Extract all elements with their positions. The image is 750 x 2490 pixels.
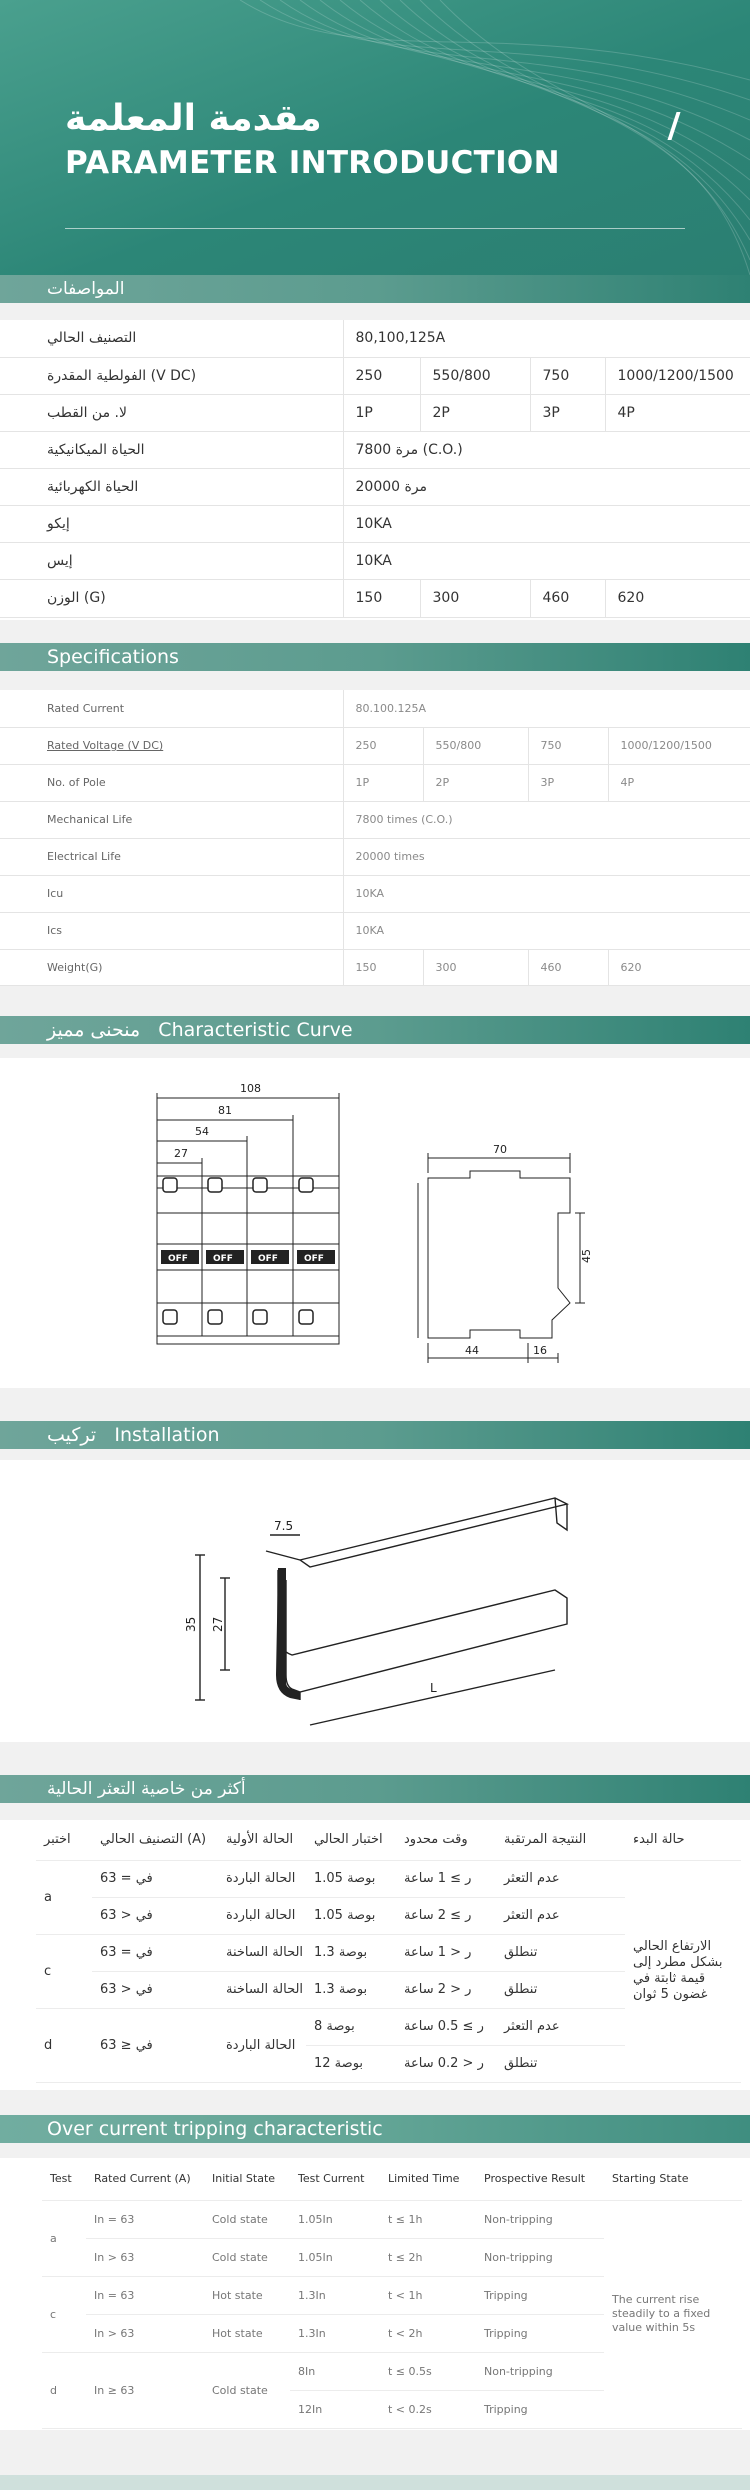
table-row [0, 320, 750, 357]
trip-table-en [0, 2158, 750, 2430]
table-row [0, 838, 750, 875]
cell: 1.05In [290, 2200, 380, 2238]
row-label: Rated Voltage (V DC) [0, 727, 343, 764]
table-row [42, 2200, 742, 2238]
row-label: Electrical Life [0, 838, 343, 875]
column-header: Prospective Result [476, 2158, 604, 2200]
column-header: Initial State [204, 2158, 290, 2200]
trip-ar-table [36, 1820, 741, 2083]
cell: ر < 1 ساعة [396, 1934, 496, 1971]
section-title: Over current tripping characteristic [47, 2118, 383, 2140]
section-header-trip-en [0, 2115, 750, 2143]
cell: 250 [343, 357, 420, 394]
table-row [0, 542, 750, 579]
cell: t < 2h [380, 2314, 476, 2352]
cell: في = 63 [92, 1860, 218, 1897]
column-header: حالة البدء [625, 1820, 741, 1860]
column-header: Test [42, 2158, 86, 2200]
curve-drawing-panel [0, 1058, 750, 1388]
table-row [0, 690, 750, 727]
cell: بوصة 8 [306, 2008, 396, 2045]
dim-label: 81 [218, 1104, 232, 1117]
cell: 460 [530, 579, 605, 617]
column-header: اختبار الحالي [306, 1820, 396, 1860]
row-label: Icu [0, 875, 343, 912]
spec-table-en [0, 690, 750, 985]
cell: الحالة الباردة [218, 1860, 306, 1897]
row-label: Rated Current [0, 690, 343, 727]
table-row [0, 727, 750, 764]
dim-label: 27 [211, 1616, 225, 1632]
cell: 750 [530, 357, 605, 394]
cell: 1.05In [290, 2238, 380, 2276]
cell: 20000 times [343, 838, 750, 875]
section-header-spec-en [0, 643, 750, 671]
section-header-install [0, 1421, 750, 1449]
off-label: OFF [304, 1254, 324, 1264]
table-row [36, 1860, 741, 1897]
cell: ر ≥ 2 ساعة [396, 1897, 496, 1934]
cell: 620 [605, 579, 750, 617]
row-label: إيس [0, 542, 343, 579]
cell: c [42, 2276, 86, 2352]
column-header: وقت محدود [396, 1820, 496, 1860]
cell: الحالة الساخنة [218, 1971, 306, 2008]
row-label: التصنيف الحالي [0, 320, 343, 357]
table-header-row [42, 2158, 742, 2200]
cell: بوصة 1.3 [306, 1971, 396, 2008]
cell: 1P [343, 394, 420, 431]
dim-label: 7.5 [274, 1519, 294, 1533]
hero-title-arabic: مقدمة المعلمة [65, 98, 322, 139]
cell: ر < 0.2 ساعة [396, 2045, 496, 2082]
cell: في < 63 [92, 1971, 218, 2008]
table-row [0, 949, 750, 985]
cell: a [42, 2200, 86, 2276]
dim-label: 70 [493, 1143, 507, 1156]
install-drawing-panel [0, 1460, 750, 1742]
dim-label: L [430, 1681, 437, 1695]
cell: الحالة الباردة [218, 2008, 306, 2082]
hero-divider [65, 228, 685, 229]
cell: 750 [528, 727, 608, 764]
cell: 1000/1200/1500 [608, 727, 750, 764]
dim-label: 27 [174, 1147, 188, 1160]
din-rail-drawing [0, 1460, 750, 1742]
off-label: OFF [213, 1254, 233, 1264]
cell: 1000/1200/1500 [605, 357, 750, 394]
cell: 3P [530, 394, 605, 431]
section-header-spec-ar [0, 275, 750, 303]
cell: In > 63 [86, 2238, 204, 2276]
row-label: Weight(G) [0, 949, 343, 985]
section-title-ar: منحنى مميز [47, 1019, 141, 1041]
cell: 300 [423, 949, 528, 985]
row-label: إيكو [0, 505, 343, 542]
cell: t < 1h [380, 2276, 476, 2314]
row-label: لا. من القطب [0, 394, 343, 431]
cell: 1.3In [290, 2314, 380, 2352]
column-header: Limited Time [380, 2158, 476, 2200]
table-header-row [36, 1820, 741, 1860]
row-label: Ics [0, 912, 343, 949]
cell: t < 0.2s [380, 2390, 476, 2428]
cell: 550/800 [423, 727, 528, 764]
table-row [0, 801, 750, 838]
cell: In > 63 [86, 2314, 204, 2352]
table-row [0, 394, 750, 431]
cell: 2P [420, 394, 530, 431]
row-label: Mechanical Life [0, 801, 343, 838]
table-row [0, 764, 750, 801]
cell: 1.3In [290, 2276, 380, 2314]
cell: 1P [343, 764, 423, 801]
cell: عدم التعثر [496, 2008, 625, 2045]
cell: 8In [290, 2352, 380, 2390]
table-row [0, 579, 750, 617]
cell: t ≤ 1h [380, 2200, 476, 2238]
cell: 620 [608, 949, 750, 985]
cell: Tripping [476, 2276, 604, 2314]
section-header-curve [0, 1016, 750, 1044]
column-header: الحالة الأولية [218, 1820, 306, 1860]
cell: عدم التعثر [496, 1860, 625, 1897]
cell: 80.100.125A [343, 690, 750, 727]
cell: 7800 مرة (C.O.) [343, 431, 750, 468]
cell: الحالة الباردة [218, 1897, 306, 1934]
cell: الحالة الساخنة [218, 1934, 306, 1971]
column-header: Test Current [290, 2158, 380, 2200]
cell: 10KA [343, 875, 750, 912]
cell: بوصة 12 [306, 2045, 396, 2082]
cell: 20000 مرة [343, 468, 750, 505]
cell: t ≤ 0.5s [380, 2352, 476, 2390]
breaker-dimension-drawing [0, 1058, 750, 1388]
table-row [0, 875, 750, 912]
off-label: OFF [258, 1254, 278, 1264]
cell: 3P [528, 764, 608, 801]
cell: 300 [420, 579, 530, 617]
off-label: OFF [168, 1254, 188, 1264]
cell: 550/800 [420, 357, 530, 394]
cell: d [36, 2008, 92, 2082]
section-title: المواصفات [47, 279, 125, 299]
cell: تنطلق [496, 1934, 625, 1971]
cell: In = 63 [86, 2200, 204, 2238]
cell: في < 63 [92, 1897, 218, 1934]
cell: 150 [343, 579, 420, 617]
dim-label: 108 [240, 1082, 261, 1095]
cell: t ≤ 2h [380, 2238, 476, 2276]
cell: تنطلق [496, 1971, 625, 2008]
cell: 80,100,125A [343, 320, 750, 357]
table-row [0, 505, 750, 542]
row-label: الوزن (G) [0, 579, 343, 617]
cell: Tripping [476, 2390, 604, 2428]
dim-label: 16 [533, 1344, 547, 1357]
cell: c [36, 1934, 92, 2008]
cell: ر < 2 ساعة [396, 1971, 496, 2008]
cell: 250 [343, 727, 423, 764]
row-label: الفولطية المقدرة (V DC) [0, 357, 343, 394]
cell: 10KA [343, 505, 750, 542]
cell: 150 [343, 949, 423, 985]
cell: d [42, 2352, 86, 2428]
table-row [0, 912, 750, 949]
cell: ر ≥ 1 ساعة [396, 1860, 496, 1897]
dim-label: 44 [465, 1344, 479, 1357]
cell: Tripping [476, 2314, 604, 2352]
cell: تنطلق [496, 2045, 625, 2082]
cell: في = 63 [92, 1934, 218, 1971]
dim-label: 45 [580, 1249, 593, 1263]
column-header: التصنيف الحالي (A) [92, 1820, 218, 1860]
cell: 7800 times (C.O.) [343, 801, 750, 838]
section-header-trip-ar [0, 1775, 750, 1803]
row-label: الحياة الميكانيكية [0, 431, 343, 468]
cell: عدم التعثر [496, 1897, 625, 1934]
spec-ar-table [0, 320, 750, 618]
column-header: اختبر [36, 1820, 92, 1860]
cell: 10KA [343, 542, 750, 579]
table-row [0, 468, 750, 505]
cell: a [36, 1860, 92, 1934]
cell: Cold state [204, 2352, 290, 2428]
starting-state-cell: The current rise steadily to a fixed value within 5s [604, 2200, 742, 2428]
cell: Hot state [204, 2314, 290, 2352]
cell: ر ≥ 0.5 ساعة [396, 2008, 496, 2045]
section-title-en: Installation [114, 1424, 220, 1446]
cell: Non-tripping [476, 2238, 604, 2276]
cell: 2P [423, 764, 528, 801]
cell: 12In [290, 2390, 380, 2428]
hero-title-english: PARAMETER INTRODUCTION [65, 145, 560, 181]
cell: Hot state [204, 2276, 290, 2314]
cell: بوصة 1.05 [306, 1897, 396, 1934]
row-label: No. of Pole [0, 764, 343, 801]
column-header: النتيجة المرتقبة [496, 1820, 625, 1860]
cell: بوصة 1.3 [306, 1934, 396, 1971]
cell: Non-tripping [476, 2352, 604, 2390]
table-row [0, 357, 750, 394]
trip-en-table [42, 2158, 742, 2429]
spec-en-table [0, 690, 750, 986]
section-title: أكثر من خاصية التعثر الحالية [47, 1779, 246, 1799]
footer-strip [0, 2475, 750, 2490]
starting-state-cell: الارتفاع الحالي بشكل مطرد إلى قيمة ثابتة في غضون 5 ثوان [625, 1860, 741, 2082]
spec-table-ar [0, 320, 750, 620]
section-title-ar: تركيب [47, 1424, 97, 1446]
cell: Cold state [204, 2238, 290, 2276]
cell: Cold state [204, 2200, 290, 2238]
cell: In = 63 [86, 2276, 204, 2314]
trip-table-ar [0, 1820, 750, 2090]
cell: في ≤ 63 [92, 2008, 218, 2082]
row-label: الحياة الكهربائية [0, 468, 343, 505]
section-title-en: Characteristic Curve [158, 1019, 353, 1041]
section-title: Specifications [47, 646, 179, 668]
cell: 4P [608, 764, 750, 801]
cell: 10KA [343, 912, 750, 949]
cell: Non-tripping [476, 2200, 604, 2238]
column-header: Starting State [604, 2158, 742, 2200]
column-header: Rated Current (A) [86, 2158, 204, 2200]
cell: In ≥ 63 [86, 2352, 204, 2428]
dim-label: 54 [195, 1125, 209, 1138]
hero-banner [0, 0, 750, 275]
cell: 460 [528, 949, 608, 985]
cell: 4P [605, 394, 750, 431]
cell: بوصة 1.05 [306, 1860, 396, 1897]
table-row [0, 431, 750, 468]
dim-label: 35 [184, 1616, 198, 1632]
